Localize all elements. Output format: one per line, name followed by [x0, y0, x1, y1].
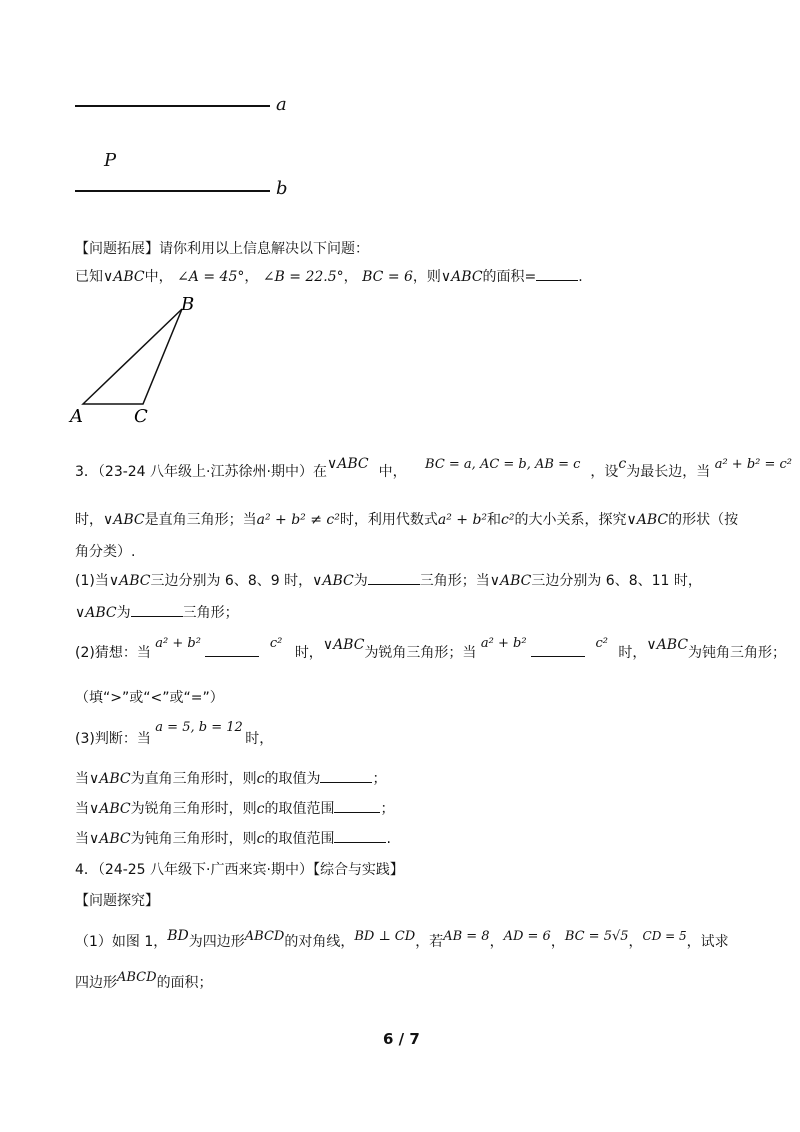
tri-name: ABC	[99, 831, 131, 847]
q3-line3: 角分类）.	[75, 544, 136, 560]
r1-end: ；	[372, 771, 387, 787]
p1-f: 为	[116, 605, 131, 621]
end-dot: .	[578, 269, 583, 285]
q3-line1	[75, 456, 793, 481]
tri-name: ABC	[119, 573, 151, 589]
q4-line2	[75, 972, 213, 992]
label-p: P	[104, 150, 117, 171]
c-var: c	[256, 801, 265, 817]
p1-c: 为	[353, 573, 368, 589]
c-var: c	[256, 771, 265, 787]
tri-name: ABC	[337, 456, 369, 472]
q4-l1b: 为四边形	[188, 934, 245, 950]
p2-c2: c²	[269, 636, 283, 651]
label-a: a	[276, 94, 287, 115]
bc-value: BC = 6	[362, 269, 413, 285]
triangle-symbol: ∨	[646, 637, 657, 653]
line-b	[75, 190, 270, 192]
tri-name: ABC	[322, 573, 354, 589]
q3-result-acute	[75, 798, 394, 818]
q4-section: 【问题探究】	[75, 893, 159, 909]
r3-b: 为钝角三角形时，则	[130, 831, 257, 847]
p2-c: 为锐角三角形；当	[364, 645, 477, 661]
q3-result-right	[75, 768, 386, 788]
tri-name: ABC	[113, 269, 145, 285]
r-prefix: 当	[75, 831, 89, 847]
q4-l1e: ，	[489, 934, 504, 950]
p2-c2: c²	[595, 636, 608, 651]
p1-g: 三角形；	[182, 605, 239, 621]
q4-l1a: （1）如图 1，	[75, 934, 168, 950]
triangle-symbol: ∨	[440, 269, 452, 285]
q3-l2e: 的形状（按	[668, 512, 739, 528]
tri-name: ABC	[85, 605, 117, 621]
q3-neq: a² + b² ≠ c²	[256, 512, 340, 528]
answer-blank[interactable]	[131, 602, 183, 617]
q4-line1	[75, 928, 729, 951]
q4-l1c: 的对角线，	[284, 934, 355, 950]
r2-b: 为锐角三角形时，则	[130, 801, 257, 817]
q4-abcd: ABCD	[244, 929, 285, 944]
q3-sides: BC = a, AC = b, AB = c	[425, 457, 581, 472]
q3-part1	[75, 570, 702, 590]
q3-set: ，设	[590, 464, 619, 480]
tri-name: ABC	[99, 801, 131, 817]
p3-b: 时，	[245, 731, 274, 747]
answer-blank[interactable]	[334, 828, 386, 843]
q3-and: 和	[487, 512, 502, 528]
page-number: 6 / 7	[383, 1030, 420, 1048]
triangle-symbol: ∨	[489, 573, 500, 589]
angle-b: ∠B = 22.5°	[262, 269, 344, 285]
q3-part1-line2	[75, 602, 239, 622]
triangle-symbol: ∨	[89, 831, 100, 847]
r-prefix: 当	[75, 801, 89, 817]
answer-blank[interactable]	[205, 642, 259, 657]
q3-in: 中，	[378, 464, 407, 480]
triangle-figure	[65, 290, 225, 430]
r3-end: .	[386, 831, 391, 847]
p1-b: 三边分别为 6、8、9 时，	[150, 573, 313, 589]
tri-name: ABC	[99, 771, 131, 787]
q4-abcd: ABCD	[117, 970, 157, 985]
q4-l2b: 的面积；	[156, 975, 213, 991]
p1-a: (1)当	[75, 573, 109, 589]
answer-blank[interactable]	[320, 768, 372, 783]
answer-blank[interactable]	[531, 642, 585, 657]
q3-line2	[75, 509, 738, 529]
q4-cd: CD = 5	[642, 929, 687, 943]
triangle-symbol: ∨	[89, 801, 100, 817]
r1-b: 为直角三角形时，则	[130, 771, 257, 787]
vertex-c: C	[134, 406, 148, 427]
line-a	[75, 105, 270, 107]
then-text: ，则	[412, 269, 441, 285]
tri-name: ABC	[333, 637, 365, 653]
q4-ad: AD = 6	[503, 929, 551, 944]
r3-c: 的取值范围	[264, 831, 335, 847]
triangle-symbol: ∨	[108, 573, 120, 589]
answer-blank[interactable]	[334, 798, 380, 813]
triangle-symbol: ∨	[312, 573, 323, 589]
q3-l2c: 时，利用代数式	[339, 512, 438, 528]
q4-bc: BC = 5√5	[564, 929, 629, 944]
tri-name: ABC	[636, 512, 669, 528]
extension-known-line	[75, 266, 583, 286]
q3-l2b: 是直角三角形；当	[144, 512, 257, 528]
triangle-symbol: ∨	[103, 512, 114, 528]
p2-b: 时，	[294, 645, 323, 661]
q3-c: c	[618, 456, 627, 472]
mid-text: 中，	[144, 269, 173, 285]
triangle-symbol: ∨	[75, 605, 86, 621]
q4-l1f: ，	[550, 934, 565, 950]
q4-perp: BD ⊥ CD	[354, 929, 416, 944]
q3-part2	[75, 636, 787, 662]
p3-vals: a = 5, b = 12	[155, 720, 243, 735]
q4-bd: BD	[167, 928, 189, 944]
q3-expr2: c²	[501, 512, 515, 528]
p2-a: (2)猜想：当	[75, 645, 151, 661]
r1-c: 的取值为	[264, 771, 321, 787]
answer-blank[interactable]	[368, 570, 420, 585]
angle-a: ∠A = 45°	[177, 269, 245, 285]
tri-name: ABC	[451, 269, 483, 285]
q3-eq: a² + b² = c²	[714, 457, 793, 472]
q4-l1h: ，试求	[686, 934, 729, 950]
p2-expr: a² + b²	[155, 636, 201, 651]
c-var: c	[256, 831, 265, 847]
p2-expr: a² + b²	[480, 636, 527, 651]
q4-l1d: ，若	[415, 934, 444, 950]
vertex-b: B	[181, 294, 195, 315]
extension-heading: 【问题拓展】请你利用以上信息解决以下问题：	[75, 241, 369, 257]
sep1: ，	[244, 269, 259, 285]
q4-l2a: 四边形	[75, 975, 117, 991]
p1-e: 三边分别为 6、8、11 时，	[531, 573, 702, 589]
tri-name: ABC	[656, 637, 689, 653]
p2-e: 为钝角三角形；	[688, 645, 787, 661]
q3-result-obtuse	[75, 828, 391, 848]
r2-c: 的取值范围	[264, 801, 335, 817]
triangle-symbol: ∨	[103, 269, 114, 285]
q3-part3	[75, 720, 274, 748]
known-text: 已知	[75, 269, 103, 285]
sep2: ，	[343, 269, 358, 285]
q3-l2d: 的大小关系，探究	[514, 512, 627, 528]
triangle-symbol: ∨	[326, 456, 338, 472]
p2-d: 时，	[618, 645, 647, 661]
q3-hint: （填“>”或“<”或“=”）	[75, 690, 224, 706]
p1-d: 三角形；当	[419, 573, 490, 589]
q3-longest: 为最长边，当	[626, 464, 711, 480]
q3-l2a: 时，	[75, 512, 103, 528]
tri-name: ABC	[499, 573, 532, 589]
vertex-a: A	[70, 406, 83, 427]
tri-name: ABC	[113, 512, 145, 528]
q4-title: 4．（24-25 八年级下·广西来宾·期中）【综合与实践】	[75, 862, 404, 878]
q3-num: 3．（23-24 八年级上·江苏徐州·期中）在	[75, 464, 327, 480]
label-b: b	[276, 178, 288, 199]
r-prefix: 当	[75, 771, 89, 787]
q3-expr1: a² + b²	[437, 512, 488, 528]
r2-end: ；	[380, 801, 395, 817]
triangle-symbol: ∨	[89, 771, 100, 787]
q4-ab: AB = 8	[443, 929, 490, 944]
triangle-symbol: ∨	[322, 637, 334, 653]
triangle-symbol: ∨	[626, 512, 637, 528]
area-text: 的面积=	[482, 269, 537, 285]
triangle-shape	[83, 309, 182, 404]
answer-blank[interactable]	[536, 266, 578, 281]
q4-l1g: ，	[628, 934, 643, 950]
p3-a: (3)判断：当	[75, 731, 151, 747]
